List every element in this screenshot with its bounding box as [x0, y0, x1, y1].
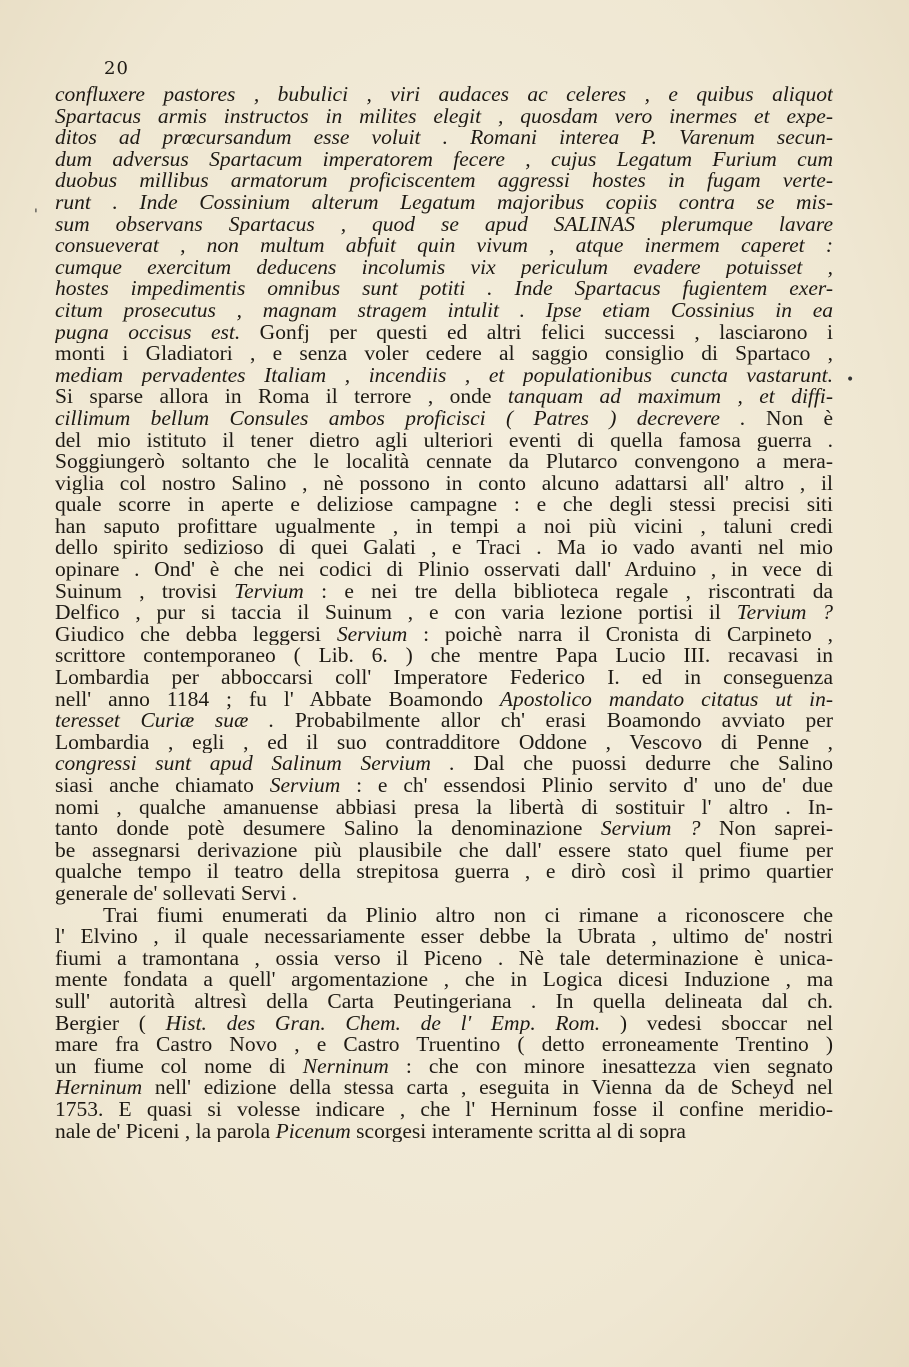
roman-text: scorgesi interamente scritta al di sopra — [350, 1120, 686, 1143]
roman-text: Giudico che debba leggersi — [55, 623, 337, 646]
text-line — [55, 883, 833, 905]
roman-text: generale de' sollevati Servi . — [55, 882, 298, 905]
roman-text: Bergier ( — [55, 1012, 166, 1035]
text-line — [55, 732, 833, 754]
italic-text: Servium — [336, 623, 408, 646]
text-line — [55, 106, 833, 128]
italic-text: pugna occisus est. — [55, 321, 241, 344]
margin-mark-left: ' — [34, 207, 38, 223]
roman-text: Lombardia , egli , ed il suo contradditore Oddone , Vescovo di Penne , — [55, 731, 833, 754]
text-line — [55, 1034, 833, 1056]
roman-text: mare fra Castro Novo , e Castro Truentino ( detto erroneamente Trentino ) — [55, 1034, 833, 1056]
text-line — [55, 192, 833, 214]
roman-text: fiumi a tramontana , ossia verso il Piceno . Nè tale determinazione è unica- — [55, 947, 833, 970]
roman-text: mente fondata a quell' argomentazione , che in Logica dicesi Induzione , ma — [55, 969, 833, 991]
text-line — [55, 494, 833, 516]
text-line — [55, 710, 833, 732]
text-line — [55, 818, 833, 840]
text-line — [55, 1077, 833, 1099]
text-line — [55, 430, 833, 452]
italic-text: Servium — [269, 775, 341, 797]
text-line — [55, 840, 833, 862]
roman-text: quale scorre in aperte e deliziose campagne : e che degli stessi precisi siti — [55, 494, 833, 516]
text-line — [55, 689, 833, 711]
roman-text: ) vedesi sboccar nel — [600, 1012, 833, 1035]
italic-text: Picenum — [275, 1120, 351, 1143]
text-line — [55, 1121, 833, 1143]
roman-text: opinare . Ond' è che nei codici di Plinio osservati dall' Arduino , in vece di — [55, 559, 833, 581]
margin-mark-right: • — [846, 372, 855, 388]
roman-text: tanto donde potè desumere Salino la denominazione — [55, 818, 601, 840]
italic-text: cumque exercitum deducens incolumis vix periculum evadere potuisset , — [55, 256, 833, 279]
text-line — [55, 1013, 833, 1035]
text-line — [55, 365, 833, 387]
roman-text: nell' edizione della stessa carta , eseguita in Vienna da de Scheyd nel — [142, 1077, 833, 1099]
roman-text: Suinum , trovisi — [55, 580, 235, 603]
text-line — [55, 753, 833, 775]
text-line — [55, 127, 833, 149]
roman-text: nale de' Piceni , la parola — [55, 1120, 276, 1143]
roman-text: l' Elvino , il quale necessariamente esser debbe la Ubrata , ultimo de' nostri — [55, 926, 833, 948]
text-line — [55, 386, 833, 408]
roman-text: un fiume col nome di — [55, 1055, 303, 1078]
roman-text: : poichè narra il Cronista di Carpineto , — [407, 623, 833, 646]
roman-text: del mio istituto il tener dietro agli ulteriori eventi di quella famosa guerra . — [55, 429, 833, 452]
text-line — [55, 1056, 833, 1078]
text-line — [55, 322, 833, 344]
italic-text: mediam pervadentes Italiam , incendiis , et populationibus cuncta vastarunt. — [55, 364, 833, 387]
italic-text: tanquam ad maximum , et diffi- — [507, 386, 833, 408]
italic-text: Hist. des Gran. Chem. de l' Emp. Rom. — [165, 1012, 601, 1035]
italic-text: Servium ? — [600, 818, 701, 840]
roman-text: : e nei tre della biblioteca regale , riscontrati da — [303, 580, 833, 603]
text-line — [55, 559, 833, 581]
text-line — [55, 149, 833, 171]
italic-text: Spartacus armis instructos in milites elegit , quosdam vero inermes et expe- — [55, 105, 833, 128]
text-line — [55, 537, 833, 559]
roman-text: scrittore contemporaneo ( Lib. 6. ) che mentre Papa Lucio III. recavasi in — [55, 645, 833, 668]
text-line — [55, 84, 833, 106]
roman-text: be assegnarsi derivazione più plausibile che dall' essere stato quel fiume per — [55, 839, 833, 862]
text-line — [55, 451, 833, 473]
text-line — [55, 343, 833, 365]
italic-text: Apostolico mandato citatus ut in- — [499, 688, 833, 711]
text-line — [55, 408, 833, 430]
roman-text: : che con minore inesattezza vien segnato — [388, 1055, 833, 1078]
roman-text: Probabilmente allor ch' erasi Boamondo avviato per — [274, 710, 833, 732]
text-line — [55, 581, 833, 603]
italic-text: confluxere pastores , bubulici , viri audaces ac celeres , e quibus aliquot — [55, 84, 833, 106]
italic-text: teresset Curiæ suæ . — [55, 710, 275, 732]
italic-text: Nerninum — [302, 1055, 389, 1078]
text-line — [55, 602, 833, 624]
italic-text: consueverat , non multum abfuit quin vivum , atque inermem caperet : — [55, 235, 833, 257]
roman-text: Lombardia per abboccarsi coll' Imperatore Federico I. ed in conseguenza — [55, 667, 833, 689]
text-line — [55, 797, 833, 819]
roman-text: 1753. E quasi si volesse indicare , che l' Herninum fosse il confine meridio- — [55, 1098, 833, 1121]
text-line — [55, 1099, 833, 1121]
roman-text: monti i Gladiatori , e senza voler cedere al saggio consiglio di Spartaco , — [55, 343, 833, 365]
roman-text: Soggiungerò soltanto che le località cennate da Plutarco convengono a mera- — [55, 451, 833, 473]
roman-text: nomi , qualche amanuense abbiasi presa la libertà di sostituir l' altro . In- — [55, 796, 833, 819]
body-text — [55, 84, 833, 1142]
text-line — [55, 645, 833, 667]
text-line — [55, 170, 833, 192]
text-line — [55, 516, 833, 538]
italic-text: cillimum bellum Consules ambos proficisci ( Patres ) decrevere . — [55, 407, 746, 430]
text-line — [55, 861, 833, 883]
text-line — [55, 214, 833, 236]
roman-text: Trai fiumi enumerati da Plinio altro non ci rimane a riconoscere che — [103, 904, 833, 927]
roman-text: han saputo profittare ugualmente , in tempi a noi più vicini , taluni credi — [55, 515, 833, 538]
roman-text: dello spirito sedizioso di quei Galati , e Traci . Ma io vado avanti nel mio — [55, 537, 833, 560]
italic-text: sum observans Spartacus , quod se apud SALINAS plerumque lavare — [55, 213, 833, 236]
italic-text: runt . Inde Cossinium alterum Legatum majoribus copiis contra se mis- — [55, 191, 833, 214]
text-line — [55, 969, 833, 991]
page-number: 20 — [104, 58, 129, 79]
text-line — [55, 905, 833, 927]
roman-text: Non è — [745, 407, 833, 430]
italic-text: congressi sunt apud Salinum Servium . — [55, 753, 455, 775]
italic-text: ditos ad prœcursandum esse voluit . Romani interea P. Varenum secun- — [55, 127, 833, 149]
text-line — [55, 300, 833, 322]
italic-text: Tervium ? — [736, 602, 833, 624]
text-line — [55, 235, 833, 257]
italic-text: Herninum — [55, 1077, 143, 1099]
text-line — [55, 926, 833, 948]
roman-text: Delfico , pur si taccia il Suinum , e con varia lezione portisi il — [55, 602, 737, 624]
text-line — [55, 473, 833, 495]
roman-text: : e ch' essendosi Plinio servito d' uno de' due — [340, 775, 833, 797]
roman-text: viglia col nostro Salino , nè possono in conto alcuno adattarsi all' altro , il — [55, 472, 833, 495]
text-line — [55, 278, 833, 300]
italic-text: Tervium — [234, 580, 304, 603]
text-line — [55, 775, 833, 797]
roman-text: sull' autorità altresì della Carta Peutingeriana . In quella delineata dal ch. — [55, 990, 833, 1013]
roman-text: siasi anche chiamato — [55, 775, 270, 797]
roman-text: Gonfj per questi ed altri felici successi , lasciarono i — [240, 321, 833, 344]
italic-text: citum prosecutus , magnam stragem intulit . Ipse etiam Cossinius in ea — [55, 299, 833, 322]
italic-text: hostes impedimentis omnibus sunt potiti . Inde Spartacus fugientem exer- — [55, 278, 833, 300]
roman-text: nell' anno 1184 ; fu l' Abbate Boamondo — [55, 688, 500, 711]
text-line — [55, 991, 833, 1013]
text-line — [55, 624, 833, 646]
roman-text: Dal che puossi dedurre che Salino — [454, 753, 833, 775]
roman-text: Si sparse allora in Roma il terrore , onde — [55, 386, 508, 408]
text-line — [55, 667, 833, 689]
roman-text: Non saprei- — [700, 818, 833, 840]
text-line — [55, 948, 833, 970]
roman-text: qualche tempo il teatro della strepitosa guerra , e dirò così il primo quartier — [55, 861, 833, 883]
italic-text: dum adversus Spartacum imperatorem fecere , cujus Legatum Furium cum — [55, 148, 833, 171]
italic-text: duobus millibus armatorum proficiscentem aggressi hostes in fugam verte- — [55, 170, 833, 192]
text-line — [55, 257, 833, 279]
